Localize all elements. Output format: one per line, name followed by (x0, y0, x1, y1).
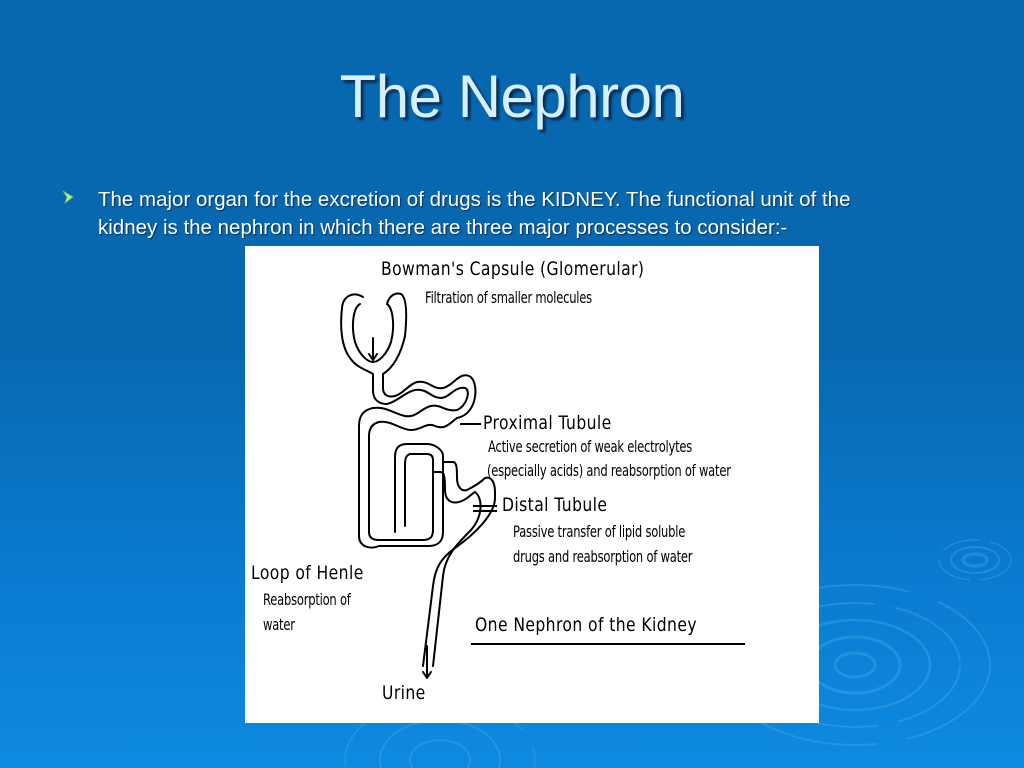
urine-label: Urine (382, 682, 426, 704)
nephron-drawing (245, 246, 819, 723)
bullet-line-1: The major organ for the excretion of drugs is the KIDNEY. The functional unit of the (98, 188, 851, 211)
proximal-tubule-desc-2: (especially acids) and reabsorption of water (487, 461, 731, 480)
proximal-tubule-label: Proximal Tubule (483, 412, 612, 434)
distal-tubule-desc-1: Passive transfer of lipid soluble (513, 522, 686, 541)
loop-of-henle-desc-2: water (263, 615, 295, 634)
bullet-item (62, 186, 962, 242)
loop-of-henle-label: Loop of Henle (251, 562, 364, 584)
distal-tubule-label: Distal Tubule (502, 494, 608, 516)
slide-title: The Nephron (339, 63, 685, 130)
proximal-tubule-desc-1: Active secretion of weak electrolytes (488, 437, 693, 456)
bowmans-capsule-desc: Filtration of smaller molecules (425, 288, 592, 307)
distal-tubule-desc-2: drugs and reabsorption of water (513, 547, 693, 566)
diagram-caption: One Nephron of the Kidney (475, 614, 697, 636)
bowmans-capsule-label: Bowman's Capsule (Glomerular) (381, 258, 645, 280)
bullet-text (98, 186, 850, 242)
nephron-diagram (245, 246, 819, 723)
loop-of-henle-desc-1: Reabsorption of (263, 590, 351, 609)
bullet-line-2: kidney is the nephron in which there are three major processes to consider:- (98, 216, 788, 239)
arrowhead-bullet-icon (62, 186, 98, 242)
